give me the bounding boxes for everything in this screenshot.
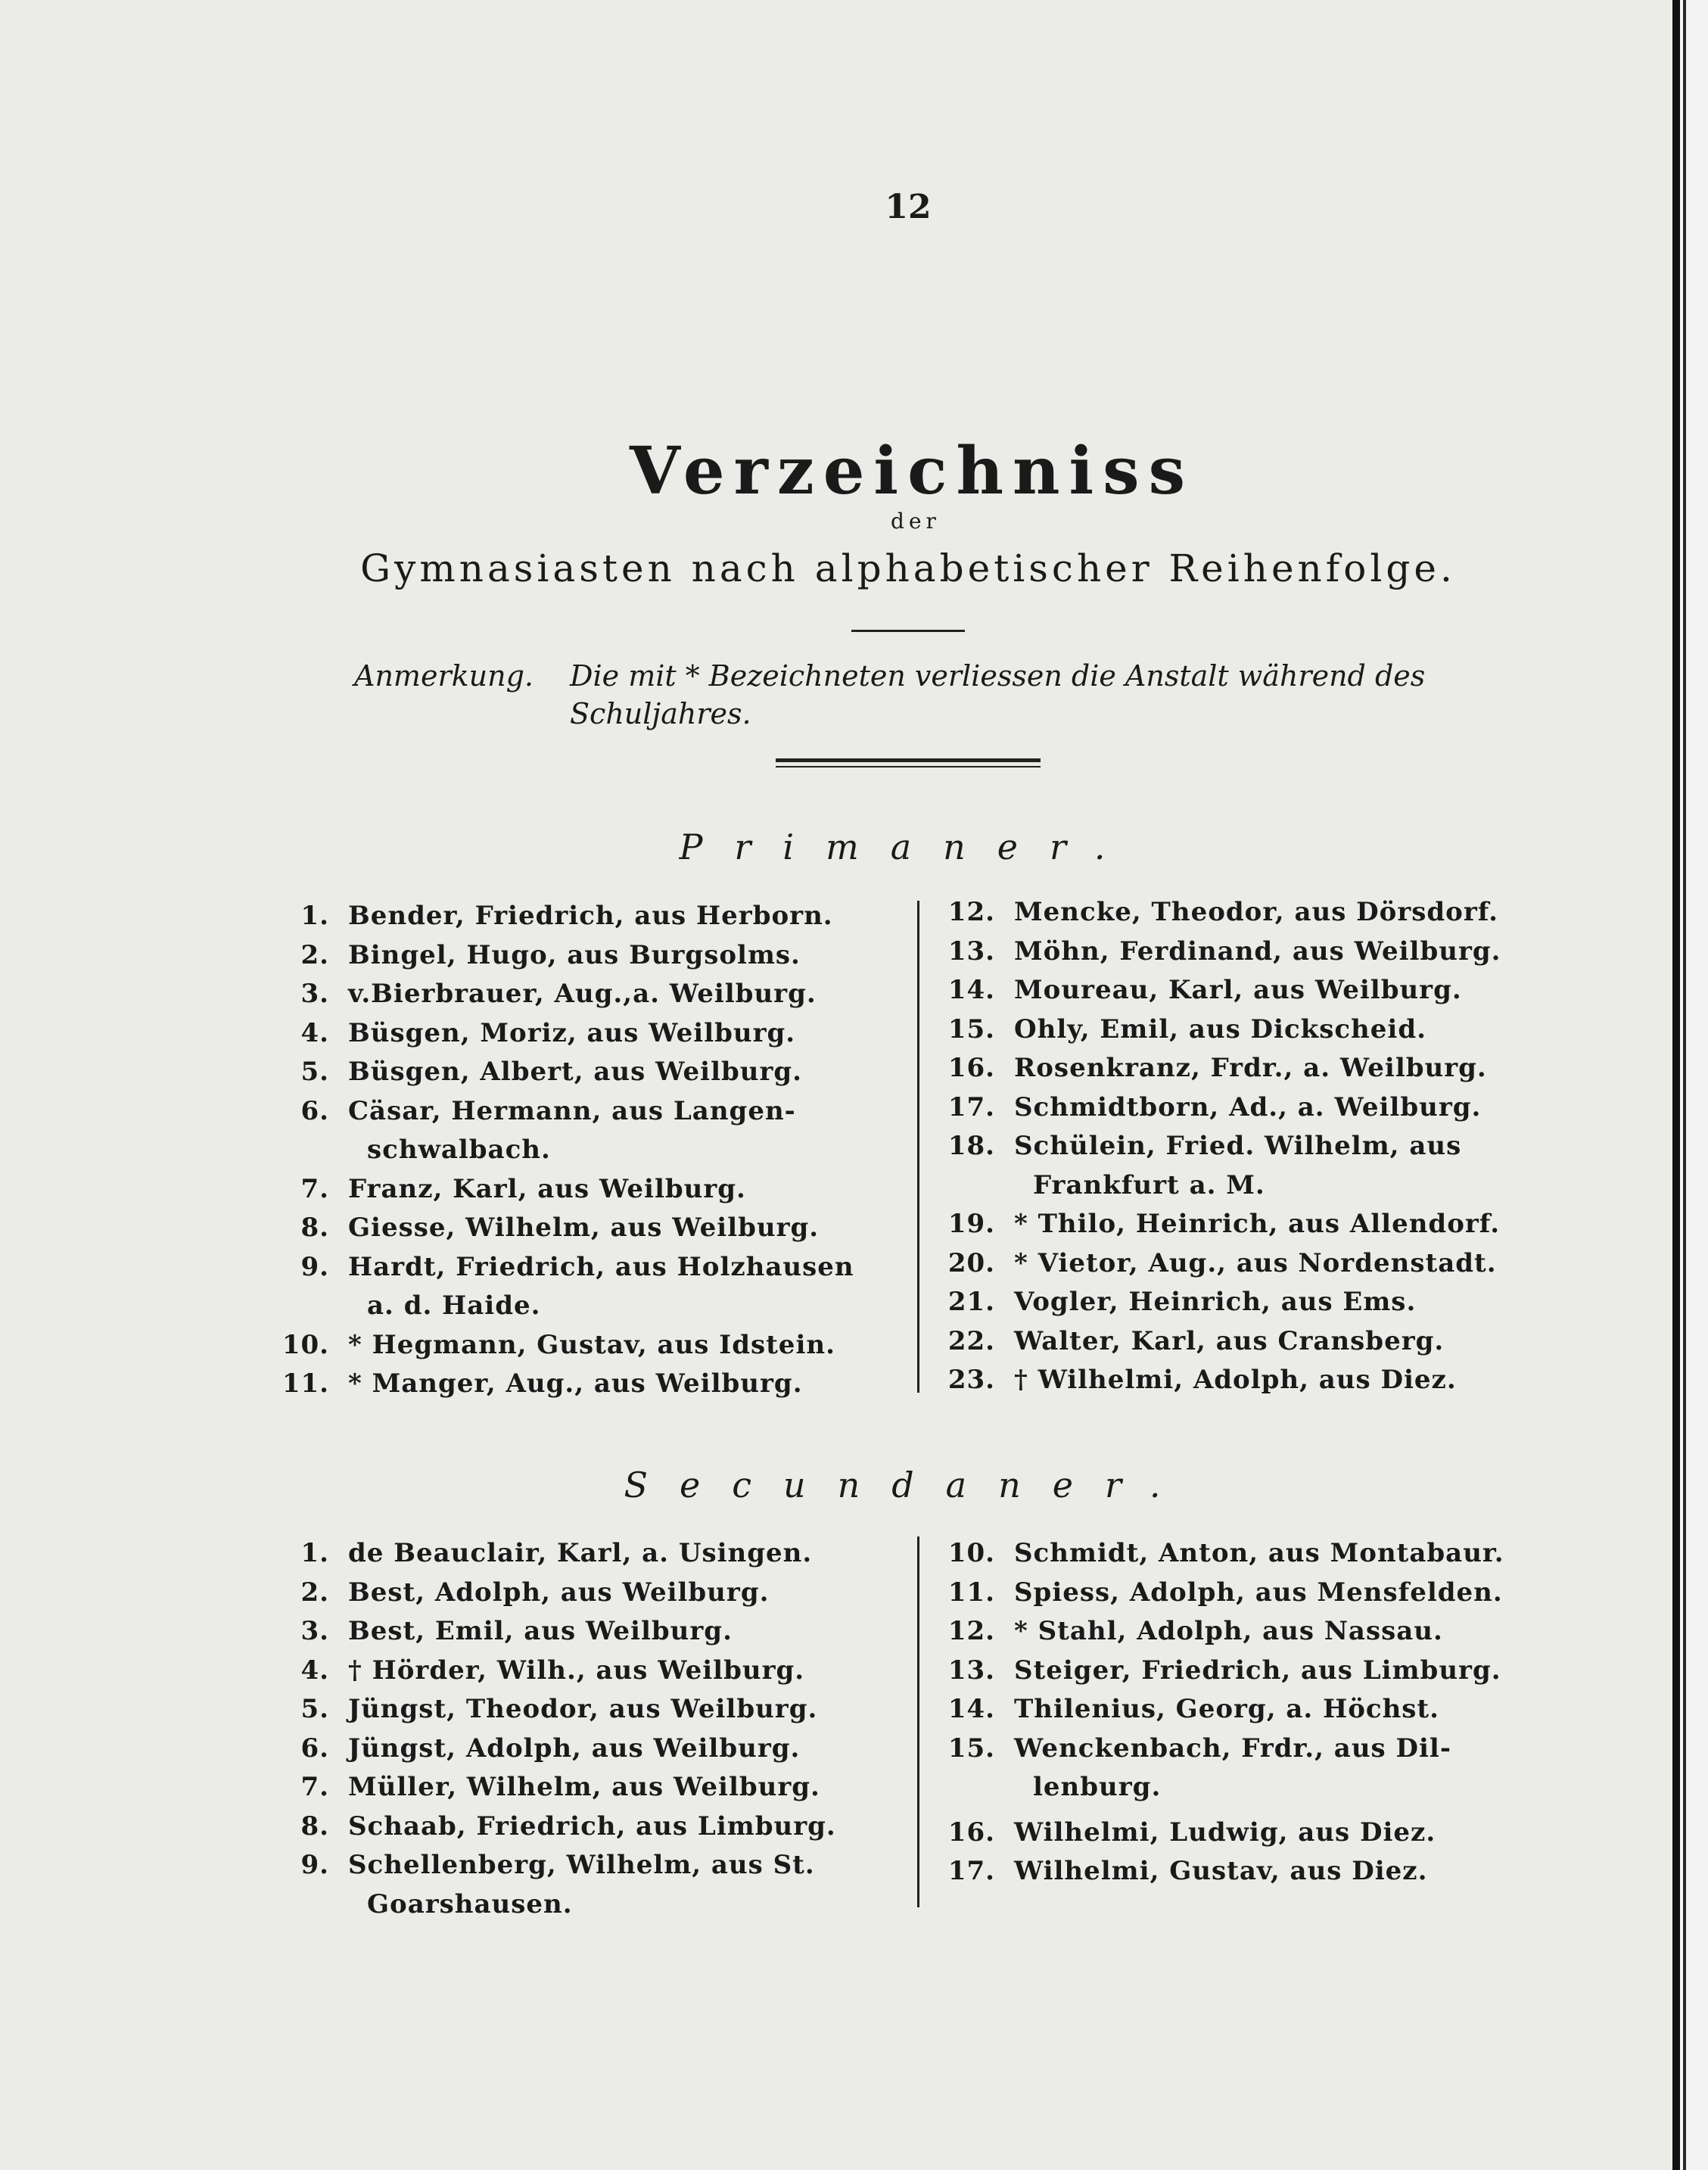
section-heading-secundaner: Secundaner. [624, 1465, 1193, 1505]
list-item [927, 1205, 1608, 1244]
list-item [261, 1729, 889, 1769]
entry-number: 23. [947, 1365, 995, 1395]
entry-number: 20. [947, 1247, 995, 1278]
entry-name: Büsgen, Moriz, aus Weilburg. [348, 1017, 796, 1048]
entry-name: Walter, Karl, aus Cransberg. [1014, 1325, 1445, 1356]
entry-number: 8. [300, 1810, 329, 1842]
page-subtitle: Gymnasiasten nach alphabetischer Reihenfolge. [360, 546, 1456, 590]
entry-name: Wilhelmi, Gustav, aus Diez. [1014, 1856, 1428, 1886]
entry-number: 2. [300, 1577, 329, 1608]
entry-number: 4. [300, 1655, 329, 1686]
title-divider [851, 630, 965, 632]
entry-name: Vogler, Heinrich, aus Ems. [1014, 1287, 1417, 1317]
list-item [261, 1092, 889, 1132]
entry-name: Rosenkranz, Frdr., a. Weilburg. [1014, 1053, 1487, 1083]
entry-number: 14. [947, 975, 995, 1005]
entry-number: 7. [300, 1772, 329, 1802]
page-edge [1672, 0, 1708, 2170]
entry-number: 13. [947, 1655, 995, 1686]
secundaner-right-column [927, 1534, 1608, 1891]
list-item [927, 1127, 1608, 1166]
list-item [261, 1652, 889, 1691]
entry-name: * Hegmann, Gustav, aus Idstein. [348, 1329, 835, 1360]
entry-name: Büsgen, Albert, aus Weilburg. [348, 1057, 803, 1087]
entry-number: 12. [947, 897, 995, 927]
list-item [927, 1361, 1608, 1400]
entry-number: 18. [947, 1131, 995, 1161]
list-item [261, 1326, 889, 1365]
entry-name: * Vietor, Aug., aus Nordenstadt. [1014, 1247, 1497, 1278]
entry-name: Wenckenbach, Frdr., aus Dil- [1014, 1733, 1451, 1764]
list-item [261, 1846, 889, 1885]
section-divider [776, 758, 1041, 767]
list-item [927, 1322, 1608, 1362]
entry-name: Müller, Wilhelm, aus Weilburg. [348, 1772, 820, 1802]
entry-number: 15. [947, 1733, 995, 1764]
list-item [261, 1690, 889, 1729]
entry-name: Moureau, Karl, aus Weilburg. [1014, 975, 1462, 1005]
list-item [927, 1534, 1608, 1574]
entry-name: † Hörder, Wilh., aus Weilburg. [348, 1655, 805, 1686]
entry-number: 11. [947, 1577, 995, 1608]
entry-name: Thilenius, Georg, a. Höchst. [1014, 1694, 1439, 1724]
entry-name: Jüngst, Theodor, aus Weilburg. [348, 1694, 818, 1724]
entry-name: † Wilhelmi, Adolph, aus Diez. [1014, 1365, 1457, 1395]
page-number: 12 [885, 188, 932, 226]
entry-name: Möhn, Ferdinand, aus Weilburg. [1014, 936, 1501, 967]
section-heading-primaner: Primaner. [679, 827, 1137, 867]
page-title: Verzeichniss [630, 433, 1194, 509]
entry-number: 21. [947, 1287, 995, 1317]
list-item [927, 1690, 1608, 1729]
entry-number: 16. [947, 1053, 995, 1083]
list-item [261, 1612, 889, 1652]
note-block [354, 657, 1474, 733]
entry-name: Jüngst, Adolph, aus Weilburg. [348, 1733, 801, 1764]
entry-number: 22. [947, 1325, 995, 1356]
entry-continuation: Frankfurt a. M. [1033, 1169, 1265, 1200]
list-item [261, 1053, 889, 1092]
list-item [261, 1574, 889, 1613]
list-item [927, 1283, 1608, 1322]
note-line-2: Schuljahres. [570, 697, 751, 730]
list-item [927, 1652, 1608, 1691]
entry-continuation: lenburg. [1033, 1772, 1162, 1802]
list-item [261, 1534, 889, 1574]
entry-name: Spiess, Adolph, aus Mensfelden. [1014, 1577, 1503, 1608]
list-item [261, 1014, 889, 1054]
entry-number: 1. [300, 901, 329, 931]
entry-name: Hardt, Friedrich, aus Holzhausen [348, 1251, 854, 1282]
entry-name: Schmidtborn, Ad., a. Weilburg. [1014, 1091, 1482, 1122]
list-item [261, 1365, 889, 1404]
entry-number: 14. [947, 1694, 995, 1724]
entry-number: 3. [300, 979, 329, 1009]
entry-number: 10. [282, 1329, 329, 1360]
list-item [927, 971, 1608, 1010]
entry-name: Giesse, Wilhelm, aus Weilburg. [348, 1213, 820, 1243]
entry-name: Schaab, Friedrich, aus Limburg. [348, 1810, 836, 1842]
entry-name: de Beauclair, Karl, a. Usingen. [348, 1538, 813, 1568]
entry-name: Wilhelmi, Ludwig, aus Diez. [1014, 1817, 1436, 1848]
list-item [927, 893, 1608, 932]
secundaner-left-column [261, 1534, 889, 1924]
entry-number: 13. [947, 936, 995, 967]
entry-number: 11. [282, 1368, 329, 1399]
entry-name: * Stahl, Adolph, aus Nassau. [1014, 1616, 1443, 1646]
entry-number: 17. [947, 1091, 995, 1122]
entry-number: 4. [300, 1017, 329, 1048]
list-item [261, 1807, 889, 1847]
list-item [927, 1049, 1608, 1088]
list-item [927, 1729, 1608, 1769]
list-item [927, 1852, 1608, 1891]
entry-number: 10. [947, 1538, 995, 1568]
list-item [927, 1574, 1608, 1613]
entry-number: 2. [300, 939, 329, 970]
entry-name: * Manger, Aug., aus Weilburg. [348, 1368, 803, 1399]
note-line-1: Die mit * Bezeichneten verliessen die Anstalt während des [570, 659, 1426, 693]
list-item [261, 1209, 889, 1248]
entry-number: 16. [947, 1817, 995, 1848]
list-item [261, 897, 889, 936]
entry-name: Steiger, Friedrich, aus Limburg. [1014, 1655, 1501, 1686]
list-item [927, 1010, 1608, 1050]
title-connector: der [891, 509, 941, 534]
entry-number: 19. [947, 1209, 995, 1239]
entry-number: 5. [300, 1057, 329, 1087]
entry-number: 1. [300, 1538, 329, 1568]
entry-name: Best, Emil, aus Weilburg. [348, 1616, 733, 1646]
entry-name: Bingel, Hugo, aus Burgsolms. [348, 939, 801, 970]
entry-number: 9. [300, 1251, 329, 1282]
list-item [261, 936, 889, 976]
list-item [927, 1088, 1608, 1128]
list-item [927, 1814, 1608, 1853]
entry-number: 9. [300, 1850, 329, 1880]
entry-continuation: schwalbach. [367, 1135, 551, 1165]
entry-name: Bender, Friedrich, aus Herborn. [348, 901, 833, 931]
entry-number: 8. [300, 1213, 329, 1243]
entry-continuation: a. d. Haide. [367, 1290, 541, 1321]
list-item [927, 1612, 1608, 1652]
column-divider [917, 1536, 919, 1907]
list-item [927, 932, 1608, 972]
entry-name: Best, Adolph, aus Weilburg. [348, 1577, 770, 1608]
list-item [261, 1248, 889, 1287]
entry-number: 15. [947, 1013, 995, 1045]
entry-name: Schmidt, Anton, aus Montabaur. [1014, 1538, 1504, 1568]
entry-name: Franz, Karl, aus Weilburg. [348, 1173, 746, 1204]
entry-name: * Thilo, Heinrich, aus Allendorf. [1014, 1209, 1501, 1239]
entry-name: Schellenberg, Wilhelm, aus St. [348, 1850, 815, 1880]
list-item [927, 1244, 1608, 1284]
entry-name: Schülein, Fried. Wilhelm, aus [1014, 1131, 1462, 1161]
entry-number: 5. [300, 1694, 329, 1724]
list-item [261, 1768, 889, 1807]
entry-name: Mencke, Theodor, aus Dörsdorf. [1014, 897, 1499, 927]
entry-continuation: Goarshausen. [367, 1888, 573, 1919]
entry-name: Cäsar, Hermann, aus Langen- [348, 1095, 796, 1126]
list-item [261, 975, 889, 1014]
entry-number: 6. [300, 1733, 329, 1764]
note-label: Anmerkung. [354, 659, 534, 693]
entry-name: Ohly, Emil, aus Dickscheid. [1014, 1013, 1426, 1045]
entry-number: 7. [300, 1173, 329, 1204]
column-divider [917, 901, 919, 1393]
entry-number: 17. [947, 1856, 995, 1886]
entry-number: 6. [300, 1095, 329, 1126]
entry-number: 12. [947, 1616, 995, 1646]
list-item [261, 1170, 889, 1210]
primaner-left-column [261, 897, 889, 1404]
primaner-right-column [927, 893, 1608, 1400]
entry-number: 3. [300, 1616, 329, 1646]
entry-name: v.Bierbrauer, Aug.,a. Weilburg. [348, 979, 817, 1009]
